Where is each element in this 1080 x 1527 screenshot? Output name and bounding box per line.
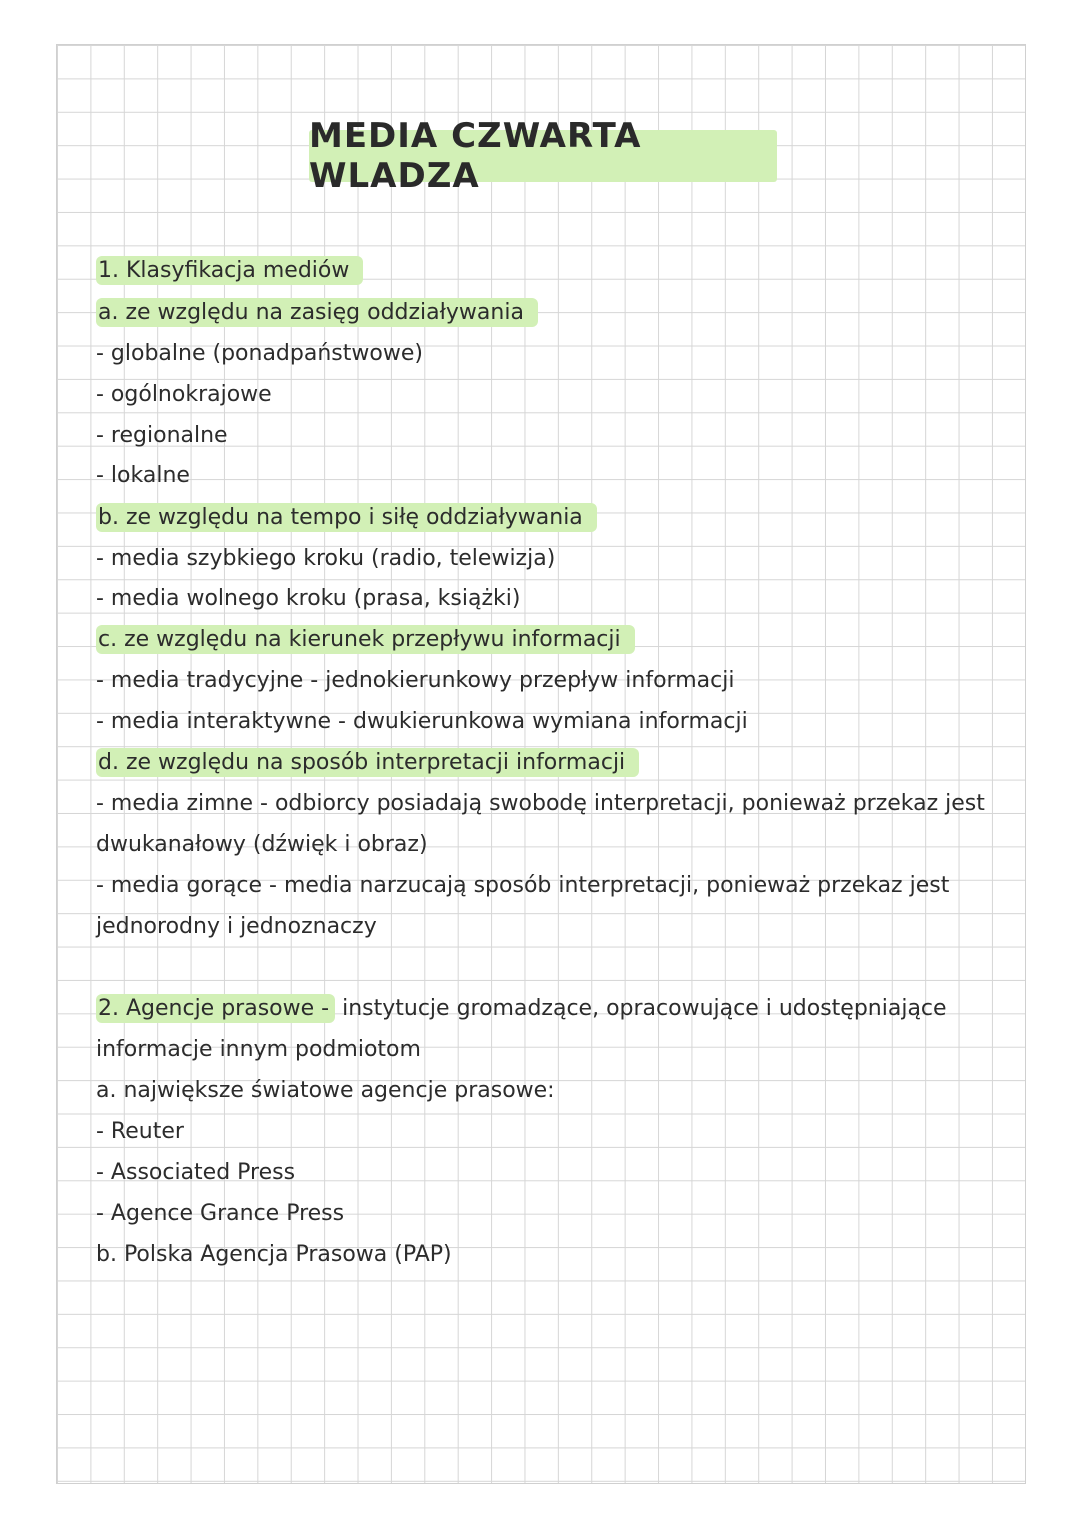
list-item: - media zimne - odbiorcy posiadają swobodę interpretacji, ponieważ przekaz jest bbox=[96, 791, 985, 816]
subsection-b-heading-2: b. Polska Agencja Prasowa (PAP) bbox=[96, 1242, 452, 1267]
subsection-c-heading: c. ze względu na kierunek przepływu informacji bbox=[96, 625, 635, 654]
list-item-continuation: dwukanałowy (dźwięk i obraz) bbox=[96, 832, 428, 857]
section-2-definition-continuation: informacje innym podmiotom bbox=[96, 1037, 421, 1062]
subsection-c-heading-line bbox=[96, 621, 635, 659]
list-item: - Agence Grance Press bbox=[96, 1201, 345, 1226]
list-item-continuation: jednorodny i jednoznaczy bbox=[96, 914, 377, 939]
list-item: - regionalne bbox=[96, 423, 228, 448]
section-2-heading: 2. Agencje prasowe - bbox=[96, 994, 335, 1023]
subsection-d-heading: d. ze względu na sposób interpretacji informacji bbox=[96, 748, 639, 777]
subsection-b-heading-line bbox=[96, 499, 597, 537]
subsection-a-heading-line bbox=[96, 294, 538, 332]
page-title: MEDIA CZWARTA WLADZA bbox=[309, 130, 777, 182]
list-item: - Associated Press bbox=[96, 1160, 296, 1185]
list-item: - media szybkiego kroku (radio, telewizja) bbox=[96, 546, 556, 571]
list-item: - media wolnego kroku (prasa, książki) bbox=[96, 586, 521, 611]
subsection-d-heading-line bbox=[96, 744, 639, 782]
list-item: - lokalne bbox=[96, 463, 190, 488]
section-1-heading: 1. Klasyfikacja mediów bbox=[96, 256, 363, 285]
section-1-heading-line bbox=[96, 252, 363, 290]
list-item: - ogólnokrajowe bbox=[96, 382, 272, 407]
section-2-heading-line bbox=[96, 990, 947, 1028]
list-item: - media gorące - media narzucają sposób interpretacji, ponieważ przekaz jest bbox=[96, 873, 950, 898]
subsection-a-heading-2: a. największe światowe agencje prasowe: bbox=[96, 1078, 555, 1103]
subsection-a-heading: a. ze względu na zasięg oddziaływania bbox=[96, 298, 538, 327]
list-item: - media interaktywne - dwukierunkowa wymiana informacji bbox=[96, 709, 748, 734]
subsection-b-heading: b. ze względu na tempo i siłę oddziaływania bbox=[96, 503, 597, 532]
list-item: - Reuter bbox=[96, 1119, 184, 1144]
list-item: - media tradycyjne - jednokierunkowy przepływ informacji bbox=[96, 668, 735, 693]
section-2-definition: instytucje gromadzące, opracowujące i udostępniające bbox=[342, 996, 947, 1021]
list-item: - globalne (ponadpaństwowe) bbox=[96, 341, 423, 366]
